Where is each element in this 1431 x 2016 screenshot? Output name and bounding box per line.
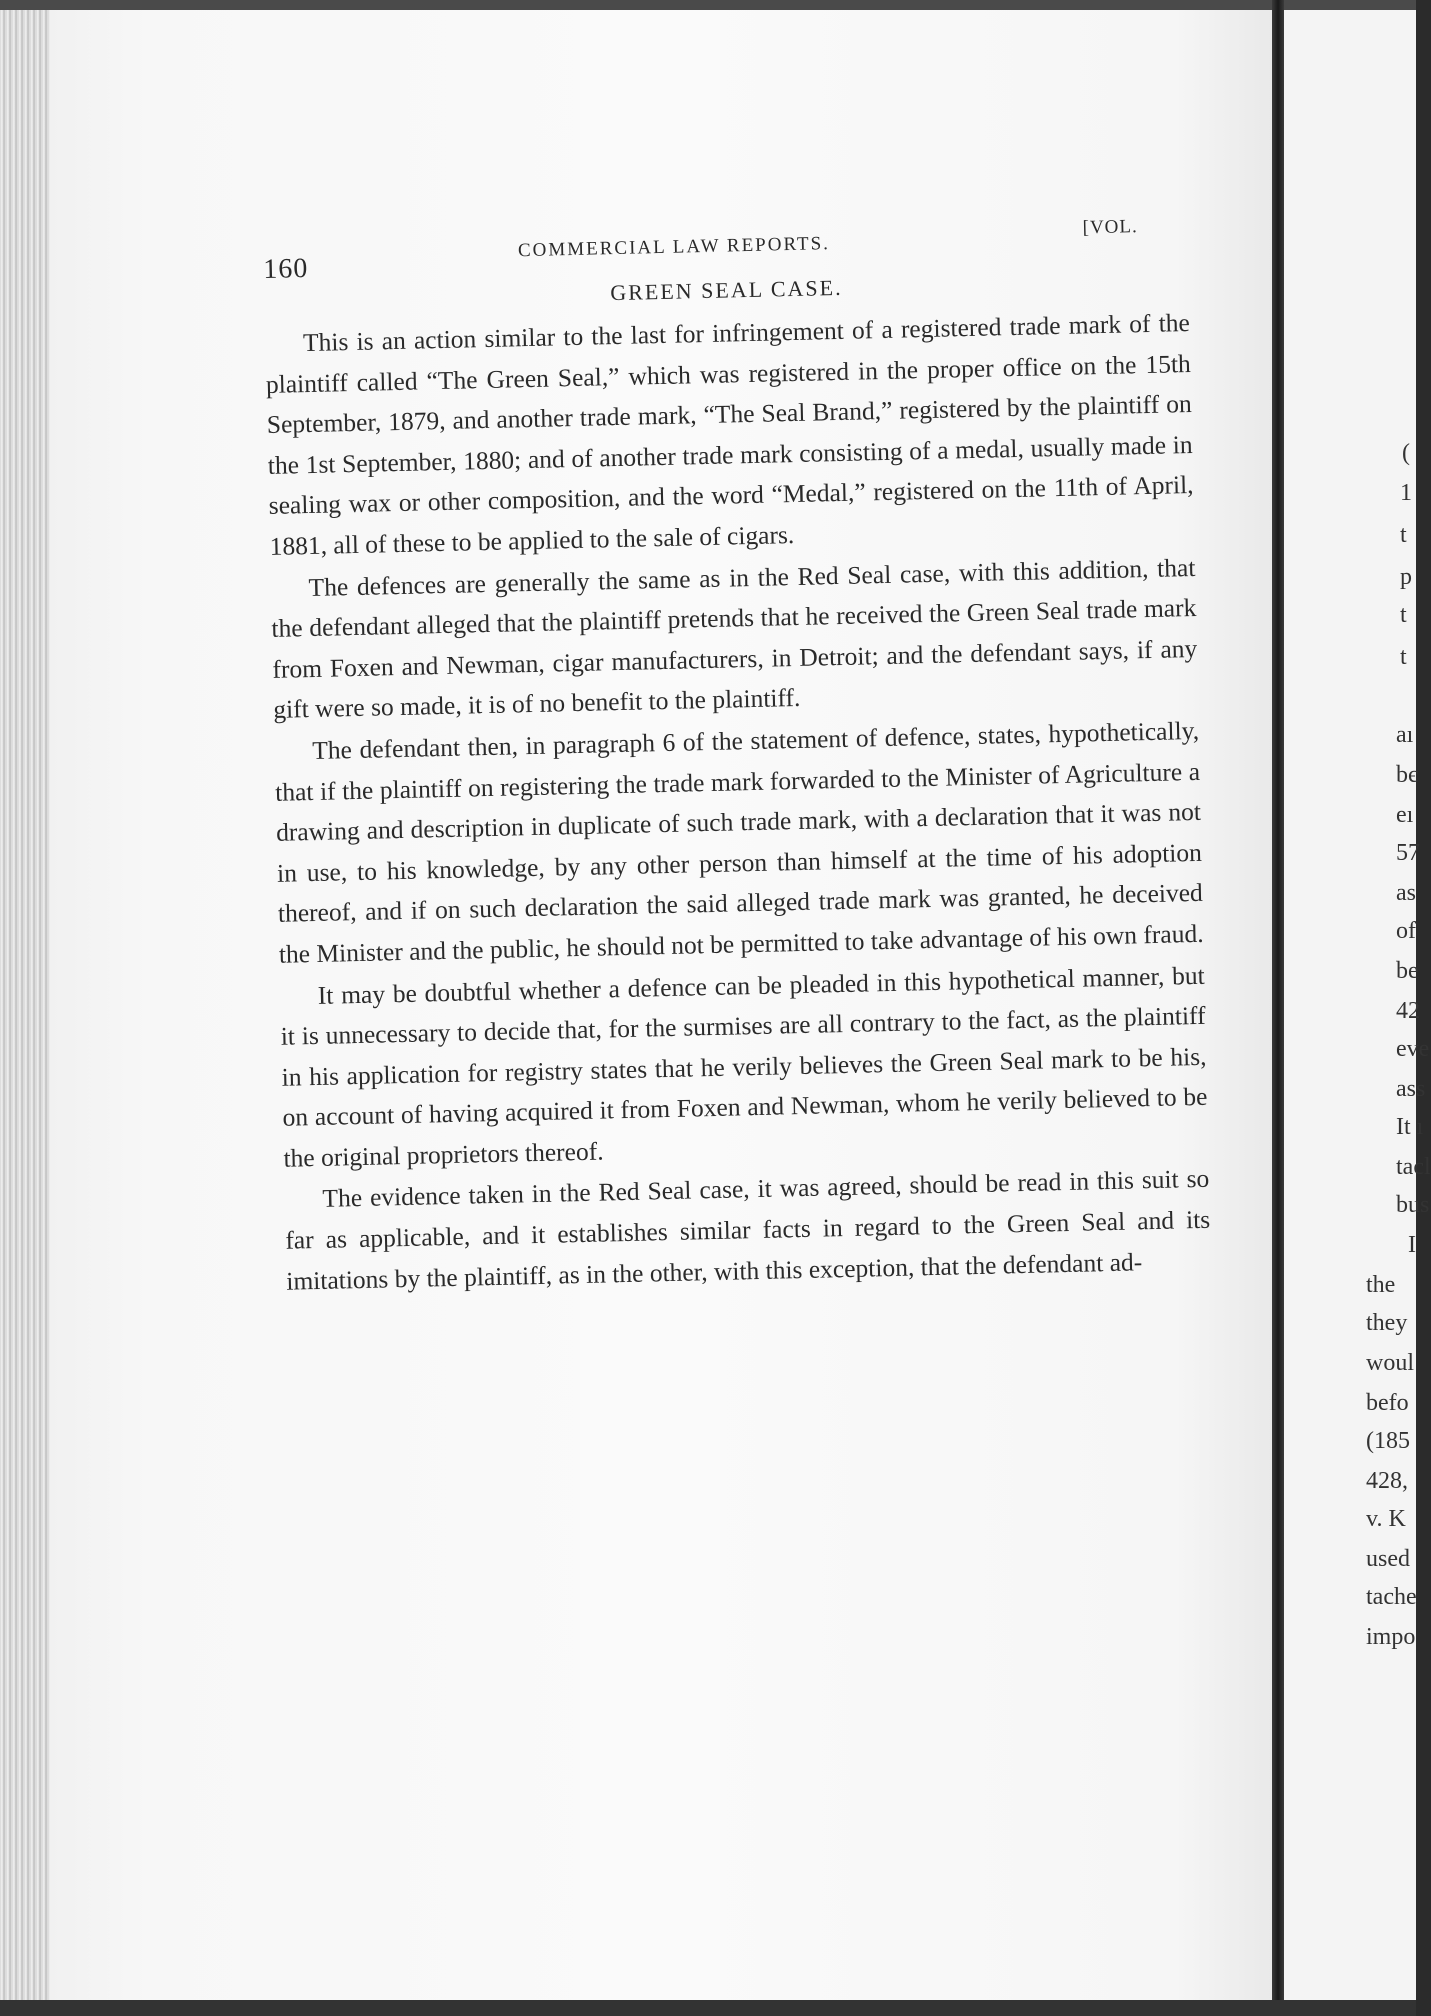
running-title: COMMERCIAL LAW REPORTS. (517, 233, 831, 262)
right-page-line: the (1366, 1272, 1396, 1298)
right-page-line: t (1400, 644, 1407, 670)
right-page-line: 1 (1400, 480, 1412, 506)
right-page-line: 42 (1396, 998, 1420, 1024)
book-page-edges (0, 10, 50, 2000)
volume-marker: [VOL. (1082, 216, 1138, 239)
right-page-line: tache (1366, 1584, 1417, 1610)
paragraph-4: It may be doubtful whether a defence can be pleaded in this hypothetical manner, but it is unnecessary to decide that, for the surmises are all contrary to the fact, as the plaintiff in his application for registry states that he verily believes the Green Seal mark to be his, on account of having acquired it from Foxen and Newman, whom he verily believed to be the original proprietors thereof. (280, 960, 1208, 1173)
book-spine-gutter (1272, 0, 1284, 2016)
right-page-line: impo (1366, 1624, 1416, 1650)
right-page-line: p (1400, 564, 1412, 590)
right-page-line: woul (1366, 1350, 1414, 1376)
right-page-line: (185 (1366, 1428, 1410, 1454)
right-page-line: aı (1396, 722, 1414, 748)
right-page-line: It ı (1396, 1114, 1424, 1140)
right-page-line: bє (1396, 762, 1419, 788)
right-page-line: tacl (1396, 1154, 1431, 1180)
right-page-line: eı (1396, 802, 1414, 828)
right-page-line: be (1396, 958, 1419, 984)
paragraph-5: The evidence taken in the Red Seal case, it was agreed, should be read in this suit so far as applicable, and it establishes similar facts in regard to the Green Seal and its imitations by the plaintiff, as in the other, with this exception, that the defendant ad- (285, 1164, 1211, 1296)
running-head (262, 189, 1188, 285)
right-page-line: of (1396, 918, 1416, 944)
right-page-line: 57 (1396, 840, 1420, 866)
top-scan-border (0, 0, 1416, 10)
right-page-line: I (1408, 1232, 1416, 1258)
right-page-line: as (1396, 880, 1416, 906)
paragraph-1: This is an action similar to the last for infringement of a registered trade mark of the plaintiff called “The Green Seal,” which was registered in the proper office on the 15th September, 1879, and another trade mark, “The Seal Brand,” registered by the plaintiff on the 1st September, 1880; and of another trade mark consisting of a medal, usually made in sealing wax or other composition, and the word “Medal,” registered on the 11th of April, 1881, all of these to be applied to the sale of cigars. (265, 307, 1194, 561)
left-page (50, 10, 1272, 2000)
case-title: GREEN SEAL CASE. (610, 274, 843, 306)
right-page-line: befo (1366, 1390, 1409, 1416)
right-page-line: ( (1402, 440, 1410, 466)
page-number: 160 (262, 252, 309, 285)
right-page-line: 428, (1366, 1468, 1408, 1494)
edge-library-stamp (20, 1180, 34, 1380)
bottom-scan-border (0, 2000, 1416, 2016)
right-page-fragment (1284, 10, 1431, 2000)
paragraph-3: The defendant then, in paragraph 6 of the statement of defence, states, hypothetically, that if the plaintiff on registering the trade mark forwarded to the Minister of Agriculture a drawing and description in duplicate of such trade mark, with a declaration that it was not in use, to his knowledge, by any other person than himself at the time of his adoption thereof, and if on such declaration the said alleged trade mark was granted, he deceived the Minister and the public, he should not be permitted to take advantage of his own fraud. (274, 715, 1204, 969)
page-text-block (262, 189, 1212, 1302)
right-page-line: eve (1396, 1036, 1430, 1062)
right-page-line: t (1400, 522, 1407, 548)
right-page-line: v. K (1366, 1506, 1406, 1532)
right-page-line: ass (1396, 1076, 1426, 1102)
right-page-line: used (1366, 1546, 1410, 1572)
right-page-line: bus (1396, 1192, 1430, 1218)
right-page-line: they (1366, 1310, 1408, 1336)
paragraph-2: The defences are generally the same as in the Red Seal case, with this addition, that the defendant alleged that the plaintiff pretends that he received the Green Seal trade mark from Foxen and Newman, cigar manufacturers, in Detroit; and the defendant says, if any gift were so made, it is of no benefit to the plaintiff. (271, 552, 1198, 725)
right-page-line: t (1400, 602, 1407, 628)
